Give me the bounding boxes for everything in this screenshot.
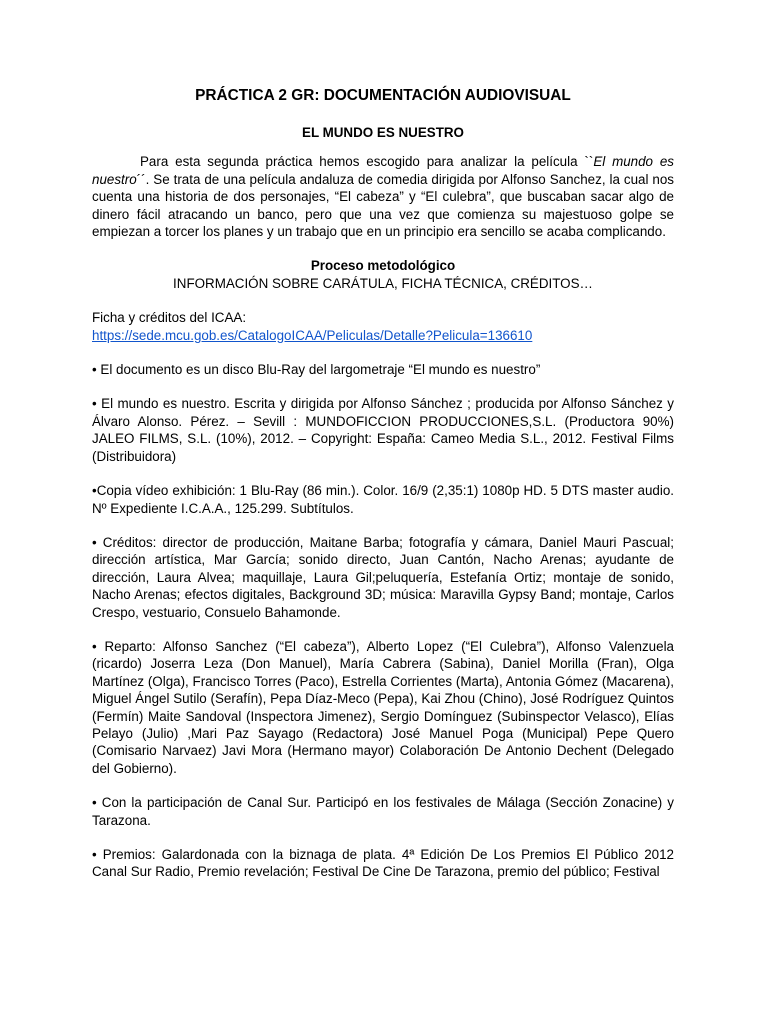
bullet-cast: • Reparto: Alfonso Sanchez (“El cabeza”), Alberto Lopez (“El Culebra”), Alfonso Valenzuela (ricardo) Joserra Leza (Don Manuel), María Cabrera (Sabina), Daniel Morilla (Fran), Olga Martínez (Olga), Francisco Torres (Paco), Estrella Corrientes (Marta), Antonia Gómez (Macarena), Miguel Ángel Sutilo (Serafín), Pepa Díaz-Meco (Pepa), Kai Zhou (Chino), José Rodríguez Quintos (Fermín) Maite Sandoval (Inspectora Jimenez), Sergio Domínguez (Subinspector Velasco), Elías Pelayo (Julio) ,Mari Paz Sayago (Redactora) José Manuel Poga (Municipal) Pepe Quero (Comisario Narvaez) Javi Mora (Hermano mayor) Colaboración De Antonio Dechent (Delegado del Gobierno). [92,638,674,776]
document-body [92,86,674,881]
film-title: EL MUNDO ES NUESTRO [302,125,464,140]
method-subheading: INFORMACIÓN SOBRE CARÁTULA, FICHA TÉCNICA, CRÉDITOS… [173,275,593,291]
bullet-copy: •Copia vídeo exhibición: 1 Blu-Ray (86 min.). Color. 16/9 (2,35:1) 1080p HD. 5 DTS master audio. Nº Expediente I.C.A.A., 125.299. Subtítulos. [92,483,674,516]
intro-text-after: ´´. Se trata de una película andaluza de comedia dirigida por Alfonso Sanchez, la cual nos cuenta una historia de dos personajes, “El cabeza” y “El culebra”, que buscaban sacar algo de dinero fácil atracando un banco, pero que una vez que comienza su majestuoso golpe se empiezan a torcer los planes y un trabajo que en un principio era sencillo se acaba complicando. [92,171,674,240]
icaa-link[interactable]: https://sede.mcu.gob.es/CatalogoICAA/Peliculas/Detalle?Pelicula=136610 [92,327,533,343]
bullet-awards: • Premios: Galardonada con la biznaga de plata. 4ª Edición De Los Premios El Público 2012 Canal Sur Radio, Premio revelación; Festival De Cine De Tarazona, premio del público; Festival [92,847,674,880]
bullet-production: • El mundo es nuestro. Escrita y dirigida por Alfonso Sánchez ; producida por Alfonso Sánchez y Álvaro Alonso. Pérez. – Sevill : MUNDOFICCION PRODUCCIONES,S.L. (Productora 90%) JALEO FILMS, S.L. (10%), 2012. – Copyright: España: Cameo Media S.L., 2012. Festival Films (Distribuidora) [92,396,674,464]
document-title: PRÁCTICA 2 GR: DOCUMENTACIÓN AUDIOVISUAL [195,87,571,104]
method-heading: Proceso metodológico [310,258,456,274]
intro-text-before: Para esta segunda práctica hemos escogido para analizar la película `` [140,154,594,170]
bullet-canal-sur: • Con la participación de Canal Sur. Participó en los festivales de Málaga (Sección Zonacine) y Tarazona. [92,795,674,828]
icaa-label: Ficha y créditos del ICAA: [92,310,247,326]
intro-film-name: El mundo es nuestro [92,154,674,187]
bullet-bluray: • El documento es un disco Blu-Ray del largometraje “El mundo es nuestro” [92,362,541,378]
icaa-link-line [92,327,674,344]
bullet-credits: • Créditos: director de producción, Maitane Barba; fotografía y cámara, Daniel Mauri Pascual; dirección artística, Mar García; sonido directo, Juan Cantón, Nacho Arenas; ayudante de dirección, Laura Alvea; maquillaje, Laura Gil;peluquería, Estefanía Ortiz; montaje de sonido, Nacho Arenas; efectos digitales, Background 3D; música: Maravilla Gypsy Band; montaje, Carlos Crespo, vestuario, Consuelo Bahamonde. [92,534,674,620]
intro-paragraph [92,153,674,240]
